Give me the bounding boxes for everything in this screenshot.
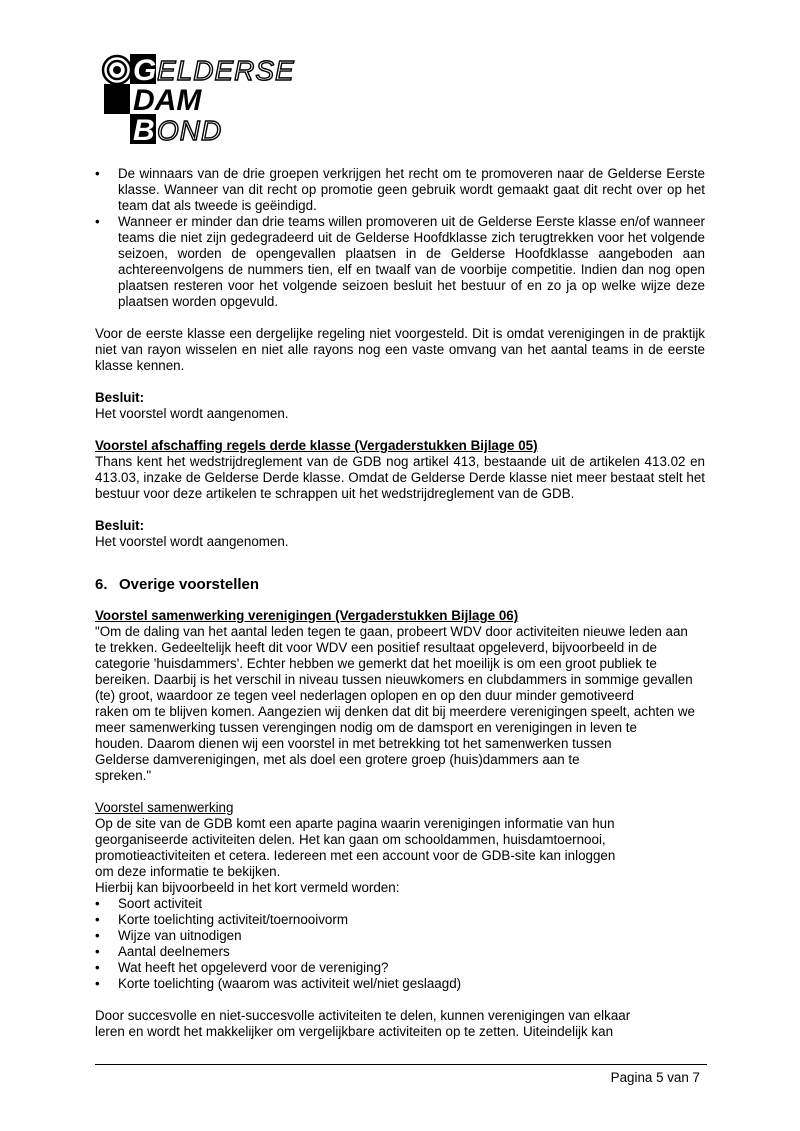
text-line: Hierbij kan bijvoorbeeld in het kort vermeld worden: <box>95 880 400 895</box>
paragraph-afschaffing: Thans kent het wedstrijdreglement van de GDB nog artikel 413, bestaande uit de artikelen 413.02 en 413.03, inzake de Gelderse Derde klasse. Omdat de Gelderse Derde klasse niet meer bestaat stelt het bestuur voor deze artikelen te schrappen uit het wedstrijdreglement van de GDB. <box>95 454 705 501</box>
text-line: om deze informatie te bekijken. <box>95 864 281 879</box>
quote-line: raken om te blijven komen. Aangezien wij denken dat dit bij meerdere verenigingen speelt, achten we <box>95 704 695 719</box>
page-number: Pagina 5 van 7 <box>610 1070 700 1085</box>
page-content <box>95 166 705 1040</box>
text-line: Door succesvolle en niet-succesvolle activiteiten te delen, kunnen verenigingen van elkaar <box>95 1008 631 1023</box>
besluit-label: Besluit: <box>95 390 145 405</box>
quote-line: bereiken. Daarbij is het verschil in niveau tussen nieuwkomers en clubdammers in sommige gevallen <box>95 672 693 687</box>
logo-rest-1: ELDERSE <box>157 55 295 86</box>
quote-line: categorie 'huisdammers'. Echter hebben we gemerkt dat het moeilijk is om een groot publiek te <box>95 656 657 671</box>
quote-block <box>95 624 705 784</box>
list-item: • Wanneer er minder dan drie teams willen promoveren uit de Gelderse Eerste klasse en/of wanneer teams die niet zijn gedegradeerd uit de Gelderse Hoofdklasse zich terugtrekken voor het volgende seizoen, worden de opengevallen plaatsen in de Gelderse Hoofdklasse aangeboden aan achtereenvolgens de nummers tien, elf en twaalf van de voorbije competitie. Indien dan nog open plaatsen resteren voor het volgende seizoen besluit het bestuur of en zo ja op welke wijze deze plaatsen worden opgevuld. <box>95 214 705 310</box>
gelderse-dam-bond-logo <box>100 50 350 150</box>
quote-line: te trekken. Gedeeltelijk heeft dit voor WDV een positief resultaat opgeleverd, bijvoorbeeld in de <box>95 640 657 655</box>
besluit-text: Het voorstel wordt aangenomen. <box>95 406 289 421</box>
section-heading <box>95 576 705 594</box>
text-line: georganiseerde activiteiten delen. Het kan gaan om schooldammen, huisdamtoernooi, <box>95 832 606 847</box>
footer-divider <box>95 1064 707 1065</box>
target-icon <box>103 56 131 84</box>
logo-letter-g: G <box>133 54 157 87</box>
quote-line: Gelderse damverenigingen, met als doel een grotere groep (huis)dammers aan te <box>95 752 580 767</box>
list-item: • Korte toelichting activiteit/toernooivorm <box>95 912 705 928</box>
besluit-label: Besluit: <box>95 518 145 533</box>
promotion-rules-list <box>95 166 705 310</box>
subheading-voorstel-samenwerking: Voorstel samenwerking <box>95 800 234 815</box>
logo-word-dam: DAM <box>133 84 202 117</box>
quote-line: (te) groot, waardoor ze tegen veel nederlagen oplopen en op den duur minder gemotiveerd <box>95 688 634 703</box>
besluit-text: Het voorstel wordt aangenomen. <box>95 534 289 549</box>
list-item: • Wijze van uitnodigen <box>95 928 705 944</box>
list-item: • Wat heeft het opgeleverd voor de vereniging? <box>95 960 705 976</box>
quote-line: "Om de daling van het aantal leden tegen te gaan, probeert WDV door activiteiten nieuwe leden aan <box>95 624 688 639</box>
quote-line: houden. Daarom dienen wij een voorstel in met betrekking tot het samenwerken tussen <box>95 736 612 751</box>
activity-info-list <box>95 896 705 992</box>
quote-line: spreken." <box>95 768 152 783</box>
text-line: promotieactiviteiten et cetera. Iedereen met een account voor de GDB-site kan inloggen <box>95 848 616 863</box>
list-item: • Korte toelichting (waarom was activiteit wel/niet geslaagd) <box>95 976 705 992</box>
logo-letter-b: B <box>133 114 155 147</box>
heading-voorstel-samenwerking: Voorstel samenwerking verenigingen (Vergaderstukken Bijlage 06) <box>95 608 519 623</box>
section-title: Overige voorstellen <box>119 576 260 593</box>
paragraph-eerste-klasse: Voor de eerste klasse een dergelijke regeling niet voorgesteld. Dit is omdat verenigingen in de praktijk niet van rayon wisselen en niet alle rayons nog een vaste omvang van het aantal teams in de eerste klasse kennen. <box>95 326 705 373</box>
quote-line: meer samenwerking tussen verengingen nodig om de damsport en verenigingen in leven te <box>95 720 637 735</box>
heading-voorstel-afschaffing: Voorstel afschaffing regels derde klasse (Vergaderstukken Bijlage 05) <box>95 438 538 453</box>
text-line: Op de site van de GDB komt een aparte pagina waarin verenigingen informatie van hun <box>95 816 615 831</box>
list-item: • Soort activiteit <box>95 896 705 912</box>
section-number: 6. <box>95 576 108 593</box>
list-item: • Aantal deelnemers <box>95 944 705 960</box>
list-item: • De winnaars van de drie groepen verkrijgen het recht om te promoveren naar de Gelderse Eerste klasse. Wanneer van dit recht op promotie geen gebruik wordt gemaakt gaat dit recht over op het team dat als tweede is geëindigd. <box>95 166 705 214</box>
text-line: leren en wordt het makkelijker om vergelijkbare activiteiten op te zetten. Uiteindelijk kan <box>95 1024 614 1039</box>
logo-rest-3: OND <box>157 115 223 146</box>
